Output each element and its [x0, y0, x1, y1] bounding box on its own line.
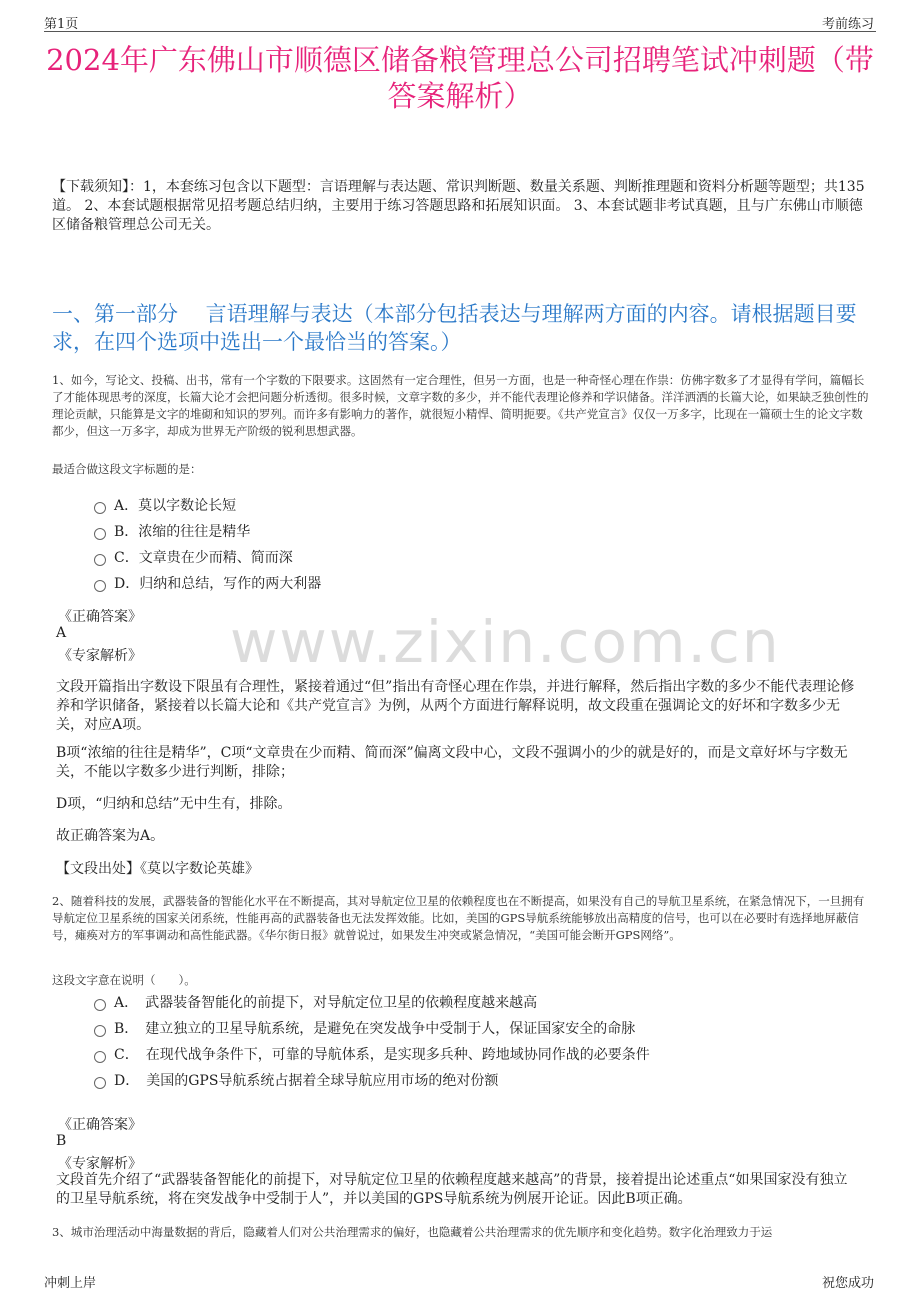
analysis-label: 《专家解析》 [58, 648, 142, 664]
page-header [0, 0, 920, 30]
radio-icon[interactable] [94, 502, 106, 514]
footer-left: 冲刺上岸 [44, 1276, 97, 1291]
radio-icon[interactable] [94, 1077, 106, 1089]
question-1-options [94, 492, 854, 596]
header-tag: 考前练习 [821, 17, 874, 32]
question-1-text: 1、如今，写论文、投稿、出书，常有一个字数的下限要求。这固然有一定合理性，但另一方面，也是一种奇怪心理在作祟：仿佛字数多了才显得有学问，篇幅长了才能体现思考的深度，长篇大论才会把问题分析透彻。很多时候，文章字数的多少，并不能代表理论修养和学识储备。洋洋洒洒的长篇大论，如果缺乏独创性的理论贡献，只能算是文字的堆砌和知识的罗列。而许多有影响力的著作，就很短小精悍、简明扼要。《共产党宣言》仅仅一万多字，比现在一篇硕士生的论文字数都少，但这一万多字，却成为世界无产阶级的锐利思想武器。 [52, 373, 869, 438]
answer-value: A [56, 625, 67, 641]
radio-icon[interactable] [94, 580, 106, 592]
answer-value: B [56, 1133, 67, 1149]
analysis-paragraph: 文段首先介绍了“武器装备智能化的前提下，对导航定位卫星的依赖程度越来越高”的背景，接着提出论述重点“如果国家没有独立的卫星导航系统，将在突发战争中受制于人”，并以美国的GPS导航系统为例展开论证。因此B项正确。 [56, 1172, 848, 1207]
option-d[interactable]: D．归纳和总结，写作的两大利器 [94, 570, 854, 596]
page-number: 第1页 [44, 17, 79, 32]
radio-icon[interactable] [94, 1051, 106, 1063]
download-notice: 【下载须知】：1，本套练习包含以下题型：言语理解与表达题、常识判断题、数量关系题、判断推理题和资料分析题等题型；共135道。 2、本套试题根据常见招考题总结归纳，主要用于练习答题思路和拓展知识面。 3、本套试题非考试真题，且与广东佛山市顺德区储备粮管理总公司无关。 [52, 179, 865, 233]
radio-icon[interactable] [94, 999, 106, 1011]
analysis-paragraph: B项“浓缩的往往是精华”，C项“文章贵在少而精、简而深”偏离文段中心，文段不强调小的少的就是好的，而是文章好坏与字数无关，不能以字数多少进行判断，排除； [56, 745, 848, 780]
radio-icon[interactable] [94, 1025, 106, 1037]
answer-label: 《正确答案》 [58, 1117, 142, 1133]
header-divider [44, 31, 876, 32]
analysis-paragraph: D项，“归纳和总结”无中生有，排除。 [56, 796, 292, 812]
question-2-options [94, 989, 854, 1093]
analysis-label: 《专家解析》 [58, 1156, 142, 1172]
watermark: www.zixin.com.cn [230, 608, 781, 676]
question-3-text: 3、城市治理活动中海量数据的背后，隐藏着人们对公共治理需求的偏好，也隐藏着公共治理需求的优先顺序和变化趋势。数字化治理致力于运 [52, 1225, 773, 1239]
analysis-paragraph: 故正确答案为A。 [56, 828, 165, 844]
radio-icon[interactable] [94, 528, 106, 540]
question-1-prompt: 最适合做这段文字标题的是： [52, 462, 202, 476]
section-heading: 一、第一部分 言语理解与表达（本部分包括表达与理解两方面的内容。请根据题目要求，在四个选项中选出一个最恰当的答案。） [52, 302, 857, 354]
question-2-text: 2、随着科技的发展，武器装备的智能化水平在不断提高，其对导航定位卫星的依赖程度也在不断提高，如果没有自己的导航卫星系统，在紧急情况下，一旦拥有导航定位卫星系统的国家关闭系统，性能再高的武器装备也无法发挥效能。比如，美国的GPS导航系统能够放出高精度的信号，也可以在必要时有选择地屏蔽信号，瘫痪对方的军事调动和高性能武器。《华尔街日报》就曾说过，如果发生冲突或紧急情况，“美国可能会断开GPS网络”。 [52, 894, 865, 942]
footer-right: 祝您成功 [821, 1276, 874, 1291]
source-note: 【文段出处】《莫以字数论英雄》 [56, 861, 259, 877]
option-b[interactable]: B．浓缩的往往是精华 [94, 518, 854, 544]
answer-label: 《正确答案》 [58, 609, 142, 625]
question-2-prompt: 这段文字意在说明（ ）。 [52, 973, 196, 987]
option-a[interactable]: A．莫以字数论长短 [94, 492, 854, 518]
option-b[interactable]: B． 建立独立的卫星导航系统，是避免在突发战争中受制于人，保证国家安全的命脉 [94, 1015, 854, 1041]
analysis-paragraph: 文段开篇指出字数设下限虽有合理性，紧接着通过“但”指出有奇怪心理在作祟，并进行解释，然后指出字数的多少不能代表理论修养和学识储备，紧接着以长篇大论和《共产党宣言》为例，从两个方面进行解释说明，故文段重在强调论文的好坏和字数多少无关，对应A项。 [56, 679, 855, 733]
option-a[interactable]: A． 武器装备智能化的前提下，对导航定位卫星的依赖程度越来越高 [94, 989, 854, 1015]
option-d[interactable]: D． 美国的GPS导航系统占据着全球导航应用市场的绝对份额 [94, 1067, 854, 1093]
option-c[interactable]: C． 在现代战争条件下，可靠的导航体系，是实现多兵种、跨地域协同作战的必要条件 [94, 1041, 854, 1067]
option-c[interactable]: C．文章贵在少而精、简而深 [94, 544, 854, 570]
page-title: 2024年广东佛山市顺德区储备粮管理总公司招聘笔试冲刺题（带答案解析） [46, 43, 874, 113]
radio-icon[interactable] [94, 554, 106, 566]
